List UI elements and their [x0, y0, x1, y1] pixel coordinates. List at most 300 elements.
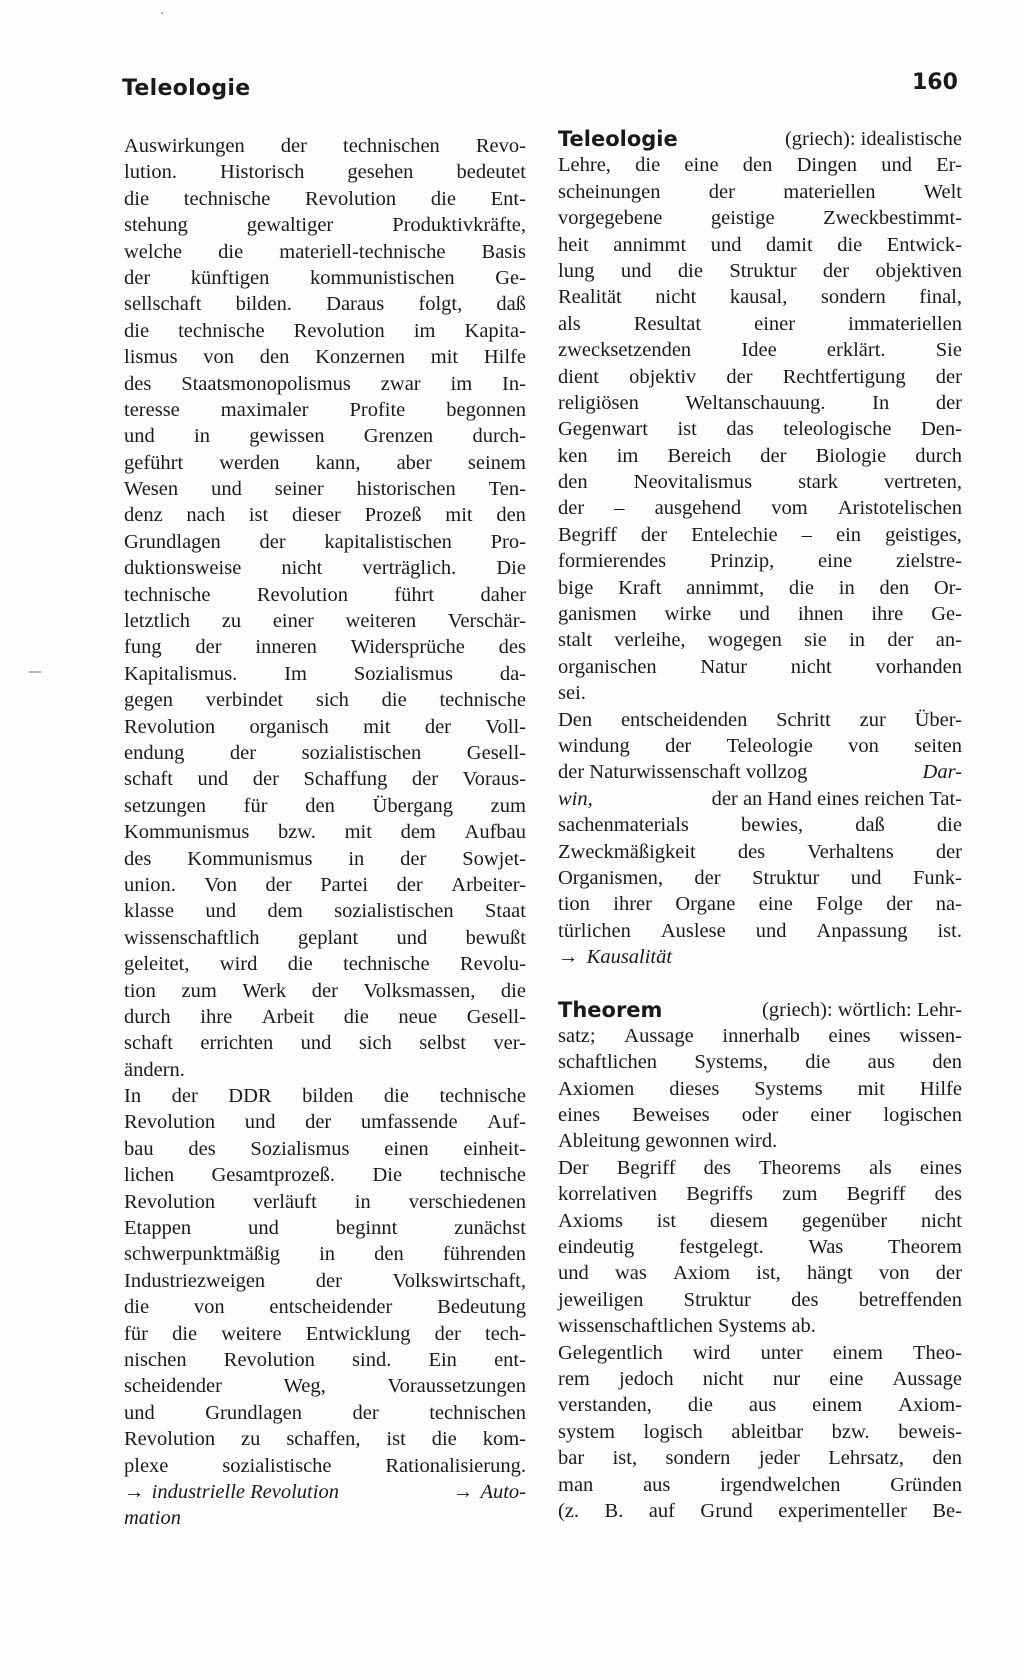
- word: lution.: [124, 161, 177, 184]
- text-line: [124, 819, 526, 845]
- word: für: [124, 1322, 148, 1345]
- word: sozialistische: [222, 1454, 332, 1477]
- text-line: [124, 1400, 526, 1426]
- text-line: [124, 634, 526, 660]
- word: bzw.: [831, 1420, 870, 1443]
- text-line: [124, 1426, 526, 1452]
- word: zwecksetzenden: [558, 339, 692, 362]
- word: Die: [372, 1164, 403, 1187]
- word: selbst: [419, 1032, 466, 1055]
- word: Aussage: [624, 1024, 694, 1047]
- word: ist: [386, 1428, 406, 1451]
- page-number: 160: [912, 70, 958, 95]
- word: der: [708, 180, 735, 203]
- word: Systems,: [694, 1051, 768, 1074]
- word: der: [396, 873, 423, 896]
- word: führt: [394, 583, 435, 606]
- entry-paragraph: [558, 1340, 962, 1525]
- word: logisch: [643, 1420, 703, 1443]
- left-paragraph-2: [124, 1083, 526, 1479]
- word: sie: [804, 629, 827, 652]
- word: technischen: [343, 135, 440, 157]
- word: Konzernen: [315, 346, 406, 369]
- word: der: [171, 1085, 198, 1108]
- word: wissen-: [899, 1024, 962, 1047]
- word: die: [172, 1322, 198, 1345]
- word: unter: [760, 1341, 803, 1364]
- word: und: [244, 1111, 276, 1134]
- word: Er-: [936, 154, 962, 177]
- word: (z.: [558, 1499, 580, 1522]
- word: den: [742, 154, 773, 177]
- word: künftigen: [190, 266, 270, 289]
- word: und: [620, 259, 652, 282]
- text-line: [558, 1102, 962, 1128]
- text-line: [558, 575, 962, 601]
- word: Sozialismus: [250, 1137, 350, 1160]
- word: daher: [480, 583, 526, 606]
- word: ableitbar: [731, 1420, 804, 1443]
- word: eine: [829, 1367, 864, 1390]
- word: lung: [558, 259, 595, 282]
- left-paragraph-1: [124, 133, 526, 1083]
- word: den: [496, 504, 526, 527]
- text-line: [124, 291, 526, 317]
- word: umfassende: [360, 1111, 458, 1134]
- cross-ref-kausalitaet[interactable]: Kausalität: [586, 946, 673, 969]
- word: den: [259, 346, 290, 369]
- word: denz: [124, 504, 163, 527]
- word: und: [124, 425, 155, 448]
- word: technische: [439, 1085, 526, 1108]
- word: irgendwelchen: [720, 1473, 841, 1496]
- word: zu: [241, 1428, 261, 1451]
- text-line: [124, 423, 526, 449]
- text-line: [124, 529, 526, 555]
- word: und: [248, 1217, 279, 1240]
- word: der: [640, 523, 668, 546]
- word: Pro-: [490, 530, 526, 553]
- word: –: [801, 523, 812, 546]
- entry-term: Teleologie: [558, 127, 678, 151]
- word: sich: [358, 1032, 392, 1055]
- word: die: [381, 689, 407, 712]
- text-line: [558, 918, 962, 944]
- word: der: [400, 847, 427, 870]
- text-line: [124, 872, 526, 898]
- text-line: [124, 555, 526, 581]
- word: des: [498, 636, 526, 659]
- word: bau: [124, 1137, 154, 1160]
- text-line: [124, 450, 526, 476]
- word: Voll-: [485, 715, 526, 738]
- word: einer: [754, 312, 796, 335]
- word: türlichen: [558, 919, 631, 942]
- word: zunächst: [454, 1217, 526, 1240]
- word: im: [616, 444, 639, 467]
- word: sind.: [352, 1348, 392, 1371]
- word: entscheidender: [269, 1296, 393, 1319]
- arrow-icon: →: [124, 1480, 145, 1503]
- word: und: [300, 1032, 332, 1055]
- word: Dingen: [796, 154, 857, 177]
- word: Die: [496, 557, 526, 580]
- word: des: [737, 840, 766, 863]
- word: die: [936, 814, 962, 837]
- word: Begriff: [616, 1156, 676, 1179]
- word: kommunistischen: [309, 266, 455, 289]
- word: Basis: [481, 240, 526, 263]
- word: dient: [558, 365, 599, 388]
- word: und: [558, 1262, 589, 1285]
- word: Im: [284, 662, 307, 685]
- word: als: [558, 312, 581, 335]
- word: die: [124, 319, 150, 342]
- word: klasse: [124, 900, 175, 923]
- word: gesehen: [347, 161, 414, 184]
- word: wissenschaftlich: [124, 926, 260, 949]
- word: inneren: [255, 636, 317, 659]
- word: Profite: [349, 398, 406, 421]
- cross-ref-automation-part1[interactable]: Auto-: [480, 1480, 526, 1503]
- word: Schaffung: [303, 768, 388, 791]
- word: Gegenwart: [558, 418, 648, 441]
- word: Volksmassen,: [363, 979, 476, 1002]
- word: beginnt: [335, 1217, 398, 1240]
- word: Struktur: [729, 259, 797, 282]
- word: der: [424, 715, 451, 738]
- word: was: [614, 1262, 647, 1285]
- word: da-: [499, 662, 526, 685]
- word: Auswirkungen: [124, 135, 245, 157]
- word: Historisch: [220, 161, 305, 184]
- word: Aufbau: [464, 821, 526, 844]
- word: der: [665, 734, 692, 757]
- word: Grund: [700, 1499, 753, 1522]
- word: endung: [124, 741, 185, 764]
- word: bilden.: [235, 293, 292, 316]
- word: die: [677, 259, 703, 282]
- word: technische: [439, 1164, 526, 1187]
- entry-theorem: [558, 997, 962, 1525]
- word: eine: [684, 154, 719, 177]
- cross-ref-automation-part2[interactable]: mation: [124, 1507, 181, 1530]
- word: Widersprüche: [350, 636, 465, 659]
- word: einen: [384, 1137, 429, 1160]
- word: historischen: [356, 478, 456, 501]
- word: Biologie: [815, 444, 887, 467]
- entry-paragraph: [558, 707, 962, 760]
- entry-headline: [558, 997, 962, 1023]
- word: maximaler: [220, 398, 309, 421]
- word: Revolu-: [459, 953, 526, 976]
- text-line: [124, 1347, 526, 1373]
- text-line: [558, 680, 962, 706]
- cross-reference-line: [558, 944, 962, 970]
- word: weitere: [221, 1322, 282, 1345]
- text-line: [558, 205, 962, 231]
- word: bige: [558, 576, 594, 599]
- word: Gesamtprozeß.: [211, 1164, 336, 1187]
- word: Industriezweigen: [124, 1269, 266, 1292]
- text-line: [558, 1181, 962, 1207]
- text-line: [124, 898, 526, 924]
- word: Übergang: [372, 794, 453, 817]
- word: Axioms: [558, 1209, 623, 1232]
- word: des: [703, 1156, 731, 1179]
- word: verschiedenen: [408, 1190, 526, 1213]
- word: Voraussetzungen: [387, 1375, 526, 1398]
- word: Gründen: [890, 1473, 962, 1496]
- word: die: [124, 1296, 150, 1319]
- text-line: [124, 1453, 526, 1479]
- word: setzungen: [124, 794, 206, 817]
- text-line: [124, 608, 526, 634]
- text-line: [558, 469, 962, 495]
- word: Daraus: [326, 293, 385, 316]
- word: eines: [558, 1104, 601, 1127]
- text-line: [124, 951, 526, 977]
- word: gewissen: [249, 425, 325, 448]
- word: Lehrsatz,: [828, 1447, 904, 1470]
- word: sellschaft: [124, 293, 202, 316]
- word: mit: [344, 821, 372, 844]
- word: lichen: [124, 1164, 175, 1187]
- word: der: [411, 768, 439, 791]
- word: Grundlagen: [205, 1401, 303, 1424]
- word: kapitalistischen: [324, 530, 452, 553]
- word: kann,: [315, 451, 361, 474]
- word: und: [211, 478, 242, 501]
- text-line: [124, 1321, 526, 1347]
- arrow-icon: →: [452, 1480, 474, 1503]
- word: Welt: [923, 180, 962, 203]
- word: und: [197, 768, 229, 791]
- word: tion: [558, 893, 590, 916]
- word: werden: [219, 451, 280, 474]
- word: von: [203, 346, 235, 369]
- text-line: [558, 522, 962, 548]
- word: Staat: [484, 900, 526, 923]
- word: aus: [748, 1394, 777, 1417]
- word: objektiv: [629, 365, 697, 388]
- word: vorhanden: [875, 655, 962, 678]
- word: an-: [935, 629, 962, 652]
- text-line: [124, 740, 526, 766]
- word: Theo-: [913, 1341, 962, 1364]
- word: Revo-: [475, 135, 526, 157]
- word: die: [430, 187, 456, 210]
- word: Lehre,: [558, 154, 611, 177]
- text-segment: Ableitung gewonnen wird.: [558, 1130, 778, 1153]
- word: von: [193, 1296, 225, 1319]
- entry-first-line: (griech): wörtlich: Lehr-: [762, 998, 962, 1021]
- word: annimmt: [613, 233, 687, 256]
- word: der: [195, 636, 222, 659]
- word: gegenüber: [801, 1209, 888, 1232]
- word: DDR: [228, 1085, 272, 1108]
- text-line: [558, 390, 962, 416]
- word: sich: [315, 689, 349, 712]
- text-line: [124, 766, 526, 792]
- text-line: [124, 344, 526, 370]
- word: durch: [915, 444, 962, 467]
- word: Prinzip,: [709, 550, 775, 573]
- text-segment: ändern.: [124, 1058, 185, 1081]
- word: Revolution: [223, 1348, 315, 1371]
- word: der: [305, 1111, 332, 1134]
- word: als: [869, 1156, 892, 1179]
- word: die: [837, 233, 863, 256]
- word: ent-: [494, 1348, 526, 1371]
- word: –: [614, 497, 625, 520]
- word: Ten-: [488, 478, 526, 501]
- word: technische: [183, 187, 271, 210]
- word: final,: [919, 286, 962, 309]
- word: wird: [692, 1341, 731, 1364]
- text-line: [124, 793, 526, 819]
- text-line: [558, 601, 962, 627]
- word: die: [383, 1085, 409, 1108]
- word: der: [252, 768, 279, 791]
- word: vertreten,: [884, 471, 962, 494]
- word: plexe: [124, 1454, 169, 1477]
- word: Axiom-: [898, 1394, 962, 1417]
- word: der: [352, 1401, 379, 1424]
- text-line: [558, 284, 962, 310]
- text-line: [124, 239, 526, 265]
- word: Kommunismus: [124, 821, 250, 844]
- word: mit: [857, 1077, 885, 1100]
- text-line: [558, 152, 962, 178]
- word: und: [124, 1401, 155, 1424]
- word: system: [558, 1420, 615, 1443]
- text-line: [558, 707, 962, 733]
- word: annimmt,: [686, 576, 765, 599]
- word: Gesell-: [466, 741, 526, 764]
- word: Was: [808, 1236, 844, 1259]
- word: Ein: [428, 1348, 457, 1371]
- word: in: [354, 1190, 371, 1213]
- word: bilden: [302, 1085, 354, 1108]
- word: Ge-: [495, 266, 526, 289]
- word: stalt: [558, 629, 593, 652]
- word: verleihe,: [614, 629, 686, 652]
- word: und: [739, 603, 770, 626]
- word: Kommunismus: [187, 847, 313, 870]
- word: Be-: [932, 1499, 962, 1522]
- word: verbindet: [205, 689, 284, 712]
- text-line: [558, 812, 962, 838]
- text-line: [558, 258, 962, 284]
- text-line: [558, 627, 962, 653]
- word: eines: [828, 1024, 871, 1047]
- word: Schritt: [776, 708, 831, 731]
- text-line: [558, 1498, 962, 1524]
- word: zum: [782, 1183, 818, 1206]
- word: zur: [859, 708, 886, 731]
- text-segment: sei.: [558, 682, 586, 705]
- word: jeder: [758, 1447, 800, 1470]
- word: Begriffs: [686, 1183, 754, 1206]
- word: na-: [935, 893, 962, 916]
- word: geführt: [124, 451, 184, 474]
- word: man: [558, 1473, 594, 1496]
- word: Den: [558, 708, 593, 731]
- text-line: [558, 1472, 962, 1498]
- word: in: [348, 847, 365, 870]
- word: eine: [818, 550, 853, 573]
- word: den: [305, 794, 335, 817]
- text-line: [124, 371, 526, 397]
- word: Folge: [816, 893, 863, 916]
- word: experimenteller: [778, 1499, 907, 1522]
- word: jedoch: [618, 1367, 674, 1390]
- word: ihre: [200, 1005, 233, 1028]
- word: für: [243, 794, 268, 817]
- word: ihnen: [797, 603, 844, 626]
- word: geleitet,: [124, 953, 190, 976]
- word: des: [188, 1137, 216, 1160]
- word: sozialistischen: [334, 900, 454, 923]
- word: nur: [772, 1367, 801, 1390]
- word: Hilfe: [483, 346, 526, 369]
- text-segment: der Naturwissenschaft vollzog: [558, 761, 808, 784]
- entry-first-line: (griech): idealistische: [784, 128, 962, 150]
- word: in: [849, 629, 866, 652]
- word: bewies,: [741, 814, 804, 837]
- word: führenden: [442, 1243, 526, 1266]
- entry-term: Theorem: [558, 997, 663, 1022]
- word: fung: [124, 636, 162, 659]
- text-line: [558, 654, 962, 680]
- word: beweis-: [898, 1420, 962, 1443]
- text-line: [124, 661, 526, 687]
- word: Systems: [754, 1077, 823, 1100]
- word: ihre: [871, 603, 904, 626]
- text-line: [124, 925, 526, 951]
- word: Entwick-: [886, 233, 962, 256]
- word: Arbeiter-: [451, 873, 526, 896]
- word: einer: [810, 1104, 852, 1127]
- word: zum: [181, 979, 217, 1002]
- cross-ref-industrielle-revolution[interactable]: industrielle Revolution: [151, 1480, 339, 1503]
- word: einem: [812, 1394, 863, 1417]
- text-line: [558, 1260, 962, 1286]
- word: ganismen: [558, 603, 637, 626]
- word: schaft: [124, 768, 173, 791]
- word: Or-: [933, 576, 962, 599]
- word: das: [726, 418, 754, 441]
- word: technische: [439, 689, 526, 712]
- text-line: [124, 476, 526, 502]
- word: erklärt.: [826, 339, 886, 362]
- word: die: [805, 1051, 831, 1074]
- word: Anpassung: [816, 919, 908, 942]
- text-line: [124, 133, 526, 159]
- word: stark: [798, 471, 838, 494]
- word: die: [343, 1005, 369, 1028]
- text-line: [558, 786, 962, 812]
- word: aus: [867, 1051, 895, 1074]
- text-line: [124, 1083, 526, 1109]
- word: Struktur: [683, 1288, 751, 1311]
- text-line: [124, 265, 526, 291]
- word: schaftlichen: [558, 1051, 658, 1074]
- word: formierendes: [558, 550, 667, 573]
- word: aber: [396, 451, 432, 474]
- word: Theorem: [887, 1236, 962, 1259]
